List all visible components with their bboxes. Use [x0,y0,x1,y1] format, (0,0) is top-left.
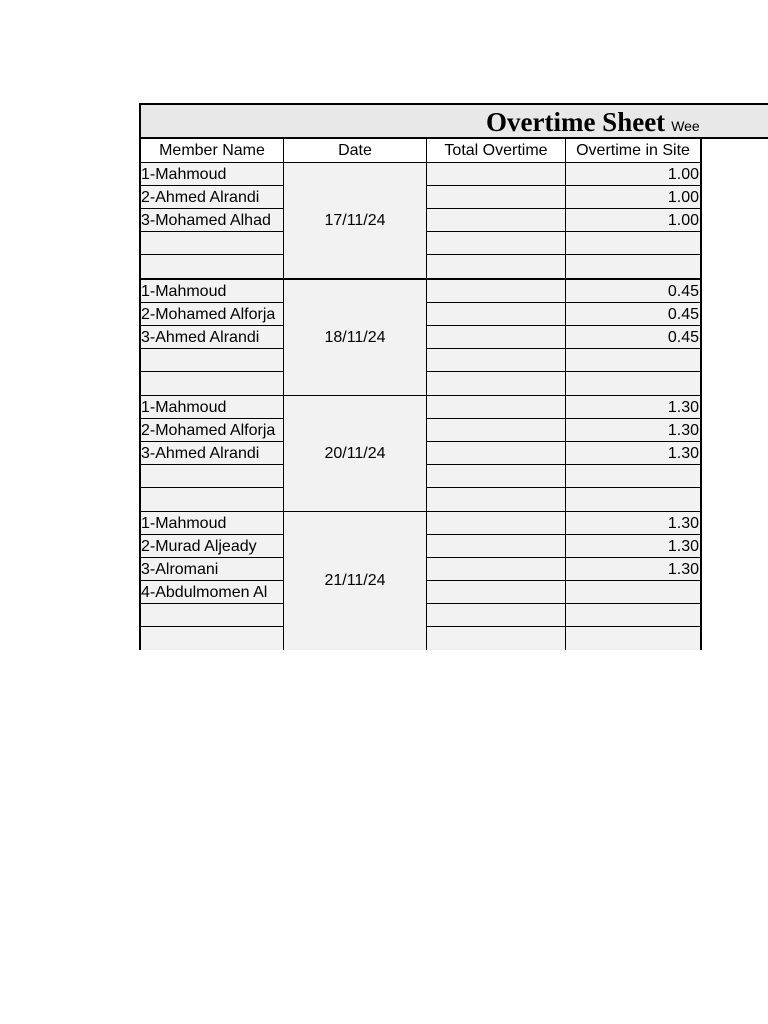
overtime-groups [139,163,702,650]
total-overtime-cell[interactable] [427,558,565,581]
total-overtime-column [427,512,566,650]
date-cell[interactable]: 20/11/24 [284,396,427,511]
date-group [139,280,702,396]
overtime-in-site-cell[interactable]: 1.30 [566,512,700,535]
date-cell[interactable]: 17/11/24 [284,163,427,278]
total-overtime-column [427,163,566,278]
member-name-cell[interactable]: 3-Ahmed Alrandi [141,442,283,465]
total-overtime-cell[interactable] [427,209,565,232]
member-name-cell[interactable]: 1-Mahmoud [141,512,283,535]
member-name-cell[interactable]: 2-Mohamed Alforja [141,303,283,326]
member-name-cell[interactable]: 3-Ahmed Alrandi [141,326,283,349]
overtime-in-site-cell[interactable]: 1.00 [566,163,700,186]
total-overtime-cell[interactable] [427,535,565,558]
total-overtime-cell[interactable] [427,465,565,488]
member-name-cell[interactable]: 1-Mahmoud [141,396,283,419]
total-overtime-cell[interactable] [427,349,565,372]
total-overtime-cell[interactable] [427,419,565,442]
overtime-in-site-cell[interactable] [566,232,700,255]
member-name-cell[interactable] [141,232,283,255]
overtime-in-site-cell[interactable]: 1.00 [566,186,700,209]
total-overtime-cell[interactable] [427,372,565,395]
total-overtime-cell[interactable] [427,280,565,303]
member-name-cell[interactable]: 1-Mahmoud [141,280,283,303]
total-overtime-cell[interactable] [427,604,565,627]
title-overflow-area [703,105,768,139]
overtime-in-site-cell[interactable]: 1.30 [566,535,700,558]
member-name-cell[interactable]: 1-Mahmoud [141,163,283,186]
overtime-in-site-cell[interactable] [566,349,700,372]
total-overtime-cell[interactable] [427,396,565,419]
overtime-in-site-cell[interactable]: 1.30 [566,442,700,465]
overtime-in-site-cell[interactable]: 0.45 [566,326,700,349]
header-member-name[interactable]: Member Name [141,139,284,162]
title-clip [141,105,703,139]
total-overtime-cell[interactable] [427,303,565,326]
header-total-overtime[interactable]: Total Overtime [427,139,566,162]
overtime-in-site-cell[interactable]: 1.30 [566,396,700,419]
total-overtime-column [427,280,566,395]
date-group [139,163,702,280]
overtime-in-site-column [566,280,700,395]
date-cell[interactable]: 18/11/24 [284,280,427,395]
total-overtime-cell[interactable] [427,581,565,604]
total-overtime-cell[interactable] [427,488,565,511]
member-name-column [141,280,284,395]
total-overtime-cell[interactable] [427,326,565,349]
overtime-in-site-cell[interactable]: 1.30 [566,558,700,581]
member-name-cell[interactable] [141,488,283,511]
overtime-in-site-cell[interactable] [566,372,700,395]
overtime-in-site-column [566,396,700,511]
overtime-in-site-cell[interactable] [566,627,700,650]
sheet-subtitle: Wee [671,118,700,134]
date-group [139,512,702,650]
member-name-cell[interactable]: 3-Mohamed Alhad [141,209,283,232]
overtime-in-site-cell[interactable]: 0.45 [566,303,700,326]
overtime-in-site-cell[interactable]: 1.30 [566,419,700,442]
overtime-in-site-column [566,512,700,650]
member-name-cell[interactable]: 4-Abdulmomen Al [141,581,283,604]
overtime-in-site-cell[interactable]: 0.45 [566,280,700,303]
sheet-title [486,106,700,139]
overtime-in-site-cell[interactable] [566,604,700,627]
total-overtime-cell[interactable] [427,627,565,650]
member-name-cell[interactable] [141,627,283,650]
member-name-column [141,396,284,511]
total-overtime-column [427,396,566,511]
overtime-in-site-cell[interactable]: 1.00 [566,209,700,232]
date-cell[interactable]: 21/11/24 [284,512,427,650]
total-overtime-cell[interactable] [427,186,565,209]
sheet-title-text: Overtime Sheet [486,107,666,137]
member-name-column [141,512,284,650]
total-overtime-cell[interactable] [427,442,565,465]
total-overtime-cell[interactable] [427,255,565,278]
member-name-cell[interactable] [141,465,283,488]
header-overtime-in-site[interactable]: Overtime in Site [566,139,702,162]
title-row [139,103,768,139]
member-name-cell[interactable]: 3-Alromani [141,558,283,581]
overtime-in-site-cell[interactable] [566,465,700,488]
overtime-in-site-cell[interactable] [566,581,700,604]
member-name-cell[interactable]: 2-Ahmed Alrandi [141,186,283,209]
date-group [139,396,702,512]
overtime-in-site-cell[interactable] [566,255,700,278]
member-name-cell[interactable] [141,604,283,627]
member-name-cell[interactable]: 2-Mohamed Alforja [141,419,283,442]
overtime-in-site-column [566,163,700,278]
member-name-cell[interactable] [141,372,283,395]
overtime-in-site-cell[interactable] [566,488,700,511]
column-headers [139,139,702,163]
member-name-cell[interactable] [141,349,283,372]
total-overtime-cell[interactable] [427,163,565,186]
total-overtime-cell[interactable] [427,232,565,255]
member-name-cell[interactable] [141,255,283,278]
member-name-column [141,163,284,278]
member-name-cell[interactable]: 2-Murad Aljeady [141,535,283,558]
total-overtime-cell[interactable] [427,512,565,535]
header-date[interactable]: Date [284,139,427,162]
